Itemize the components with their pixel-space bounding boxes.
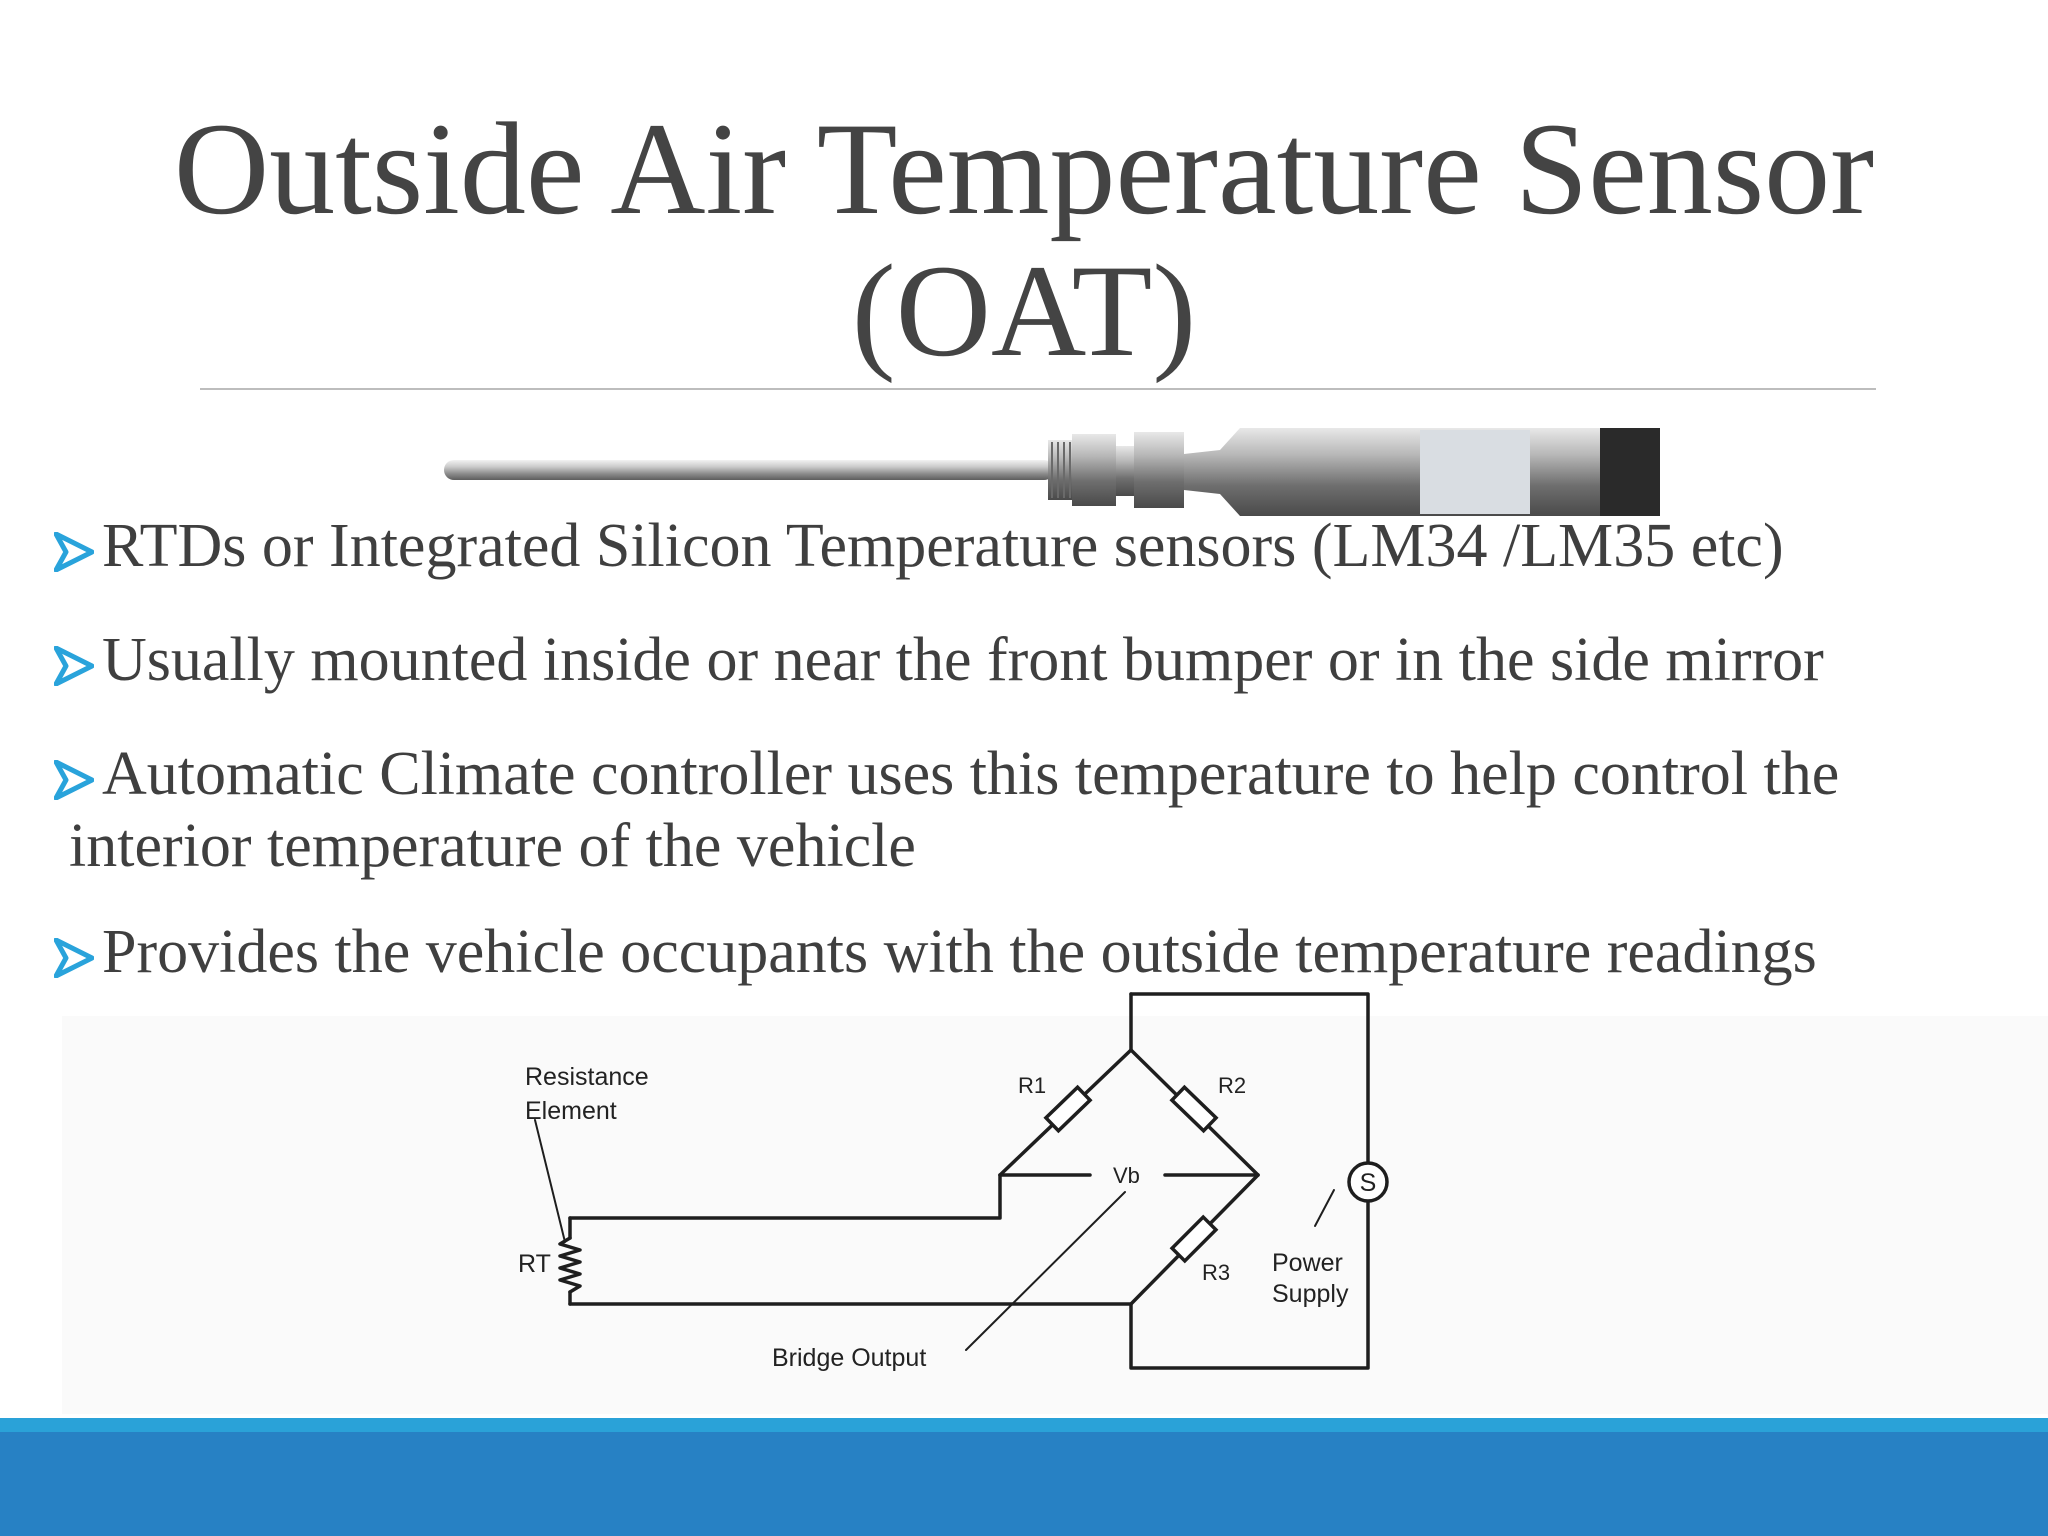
rt-label: RT xyxy=(518,1250,551,1278)
footer-bar xyxy=(0,1432,2048,1536)
source-label: S xyxy=(1359,1169,1377,1197)
bullet-item xyxy=(52,624,2042,696)
resistor-r3-symbol xyxy=(1172,1217,1216,1261)
arrow-bullet-icon xyxy=(54,760,94,800)
resistance-label-line-2: Element xyxy=(525,1097,617,1125)
power-label-line-2: Supply xyxy=(1272,1280,1349,1308)
r2-label: R2 xyxy=(1218,1073,1247,1098)
arrow-bullet-icon xyxy=(54,532,94,572)
arrow-bullet-icon xyxy=(54,938,94,978)
bullet-item xyxy=(52,738,2042,882)
bullet-item xyxy=(52,510,2042,582)
arrow-bullet-icon xyxy=(54,646,94,686)
bridge-output-label: Bridge Output xyxy=(772,1344,927,1372)
title-line-2: (OAT) xyxy=(851,237,1197,384)
resistance-label-line-1: Resistance xyxy=(525,1063,649,1091)
resistor-r2-symbol xyxy=(1172,1087,1216,1131)
resistor-r1-symbol xyxy=(1046,1087,1090,1131)
bridge-circuit-diagram xyxy=(480,980,1460,1380)
footer-accent-stripe xyxy=(0,1418,2048,1432)
bullet-text-continuation: interior temperature of the vehicle xyxy=(69,812,916,880)
power-label-line-1: Power xyxy=(1272,1249,1343,1277)
bullet-item xyxy=(52,916,2042,988)
bullet-text: RTDs or Integrated Silicon Temperature sensors (LM34 /LM35 etc) xyxy=(102,512,1784,580)
bullet-text: Provides the vehicle occupants with the outside temperature readings xyxy=(102,918,1817,986)
bullet-list xyxy=(52,510,2042,1030)
title-divider xyxy=(200,388,1876,390)
title-line-1: Outside Air Temperature Sensor xyxy=(173,95,1875,242)
bullet-text: Automatic Climate controller uses this temperature to help control the xyxy=(102,740,1840,808)
r3-label: R3 xyxy=(1202,1260,1231,1285)
vb-label: Vb xyxy=(1113,1163,1140,1188)
bullet-text: Usually mounted inside or near the front bumper or in the side mirror xyxy=(102,626,1824,694)
r1-label: R1 xyxy=(1018,1073,1047,1098)
slide-title xyxy=(0,95,2048,384)
